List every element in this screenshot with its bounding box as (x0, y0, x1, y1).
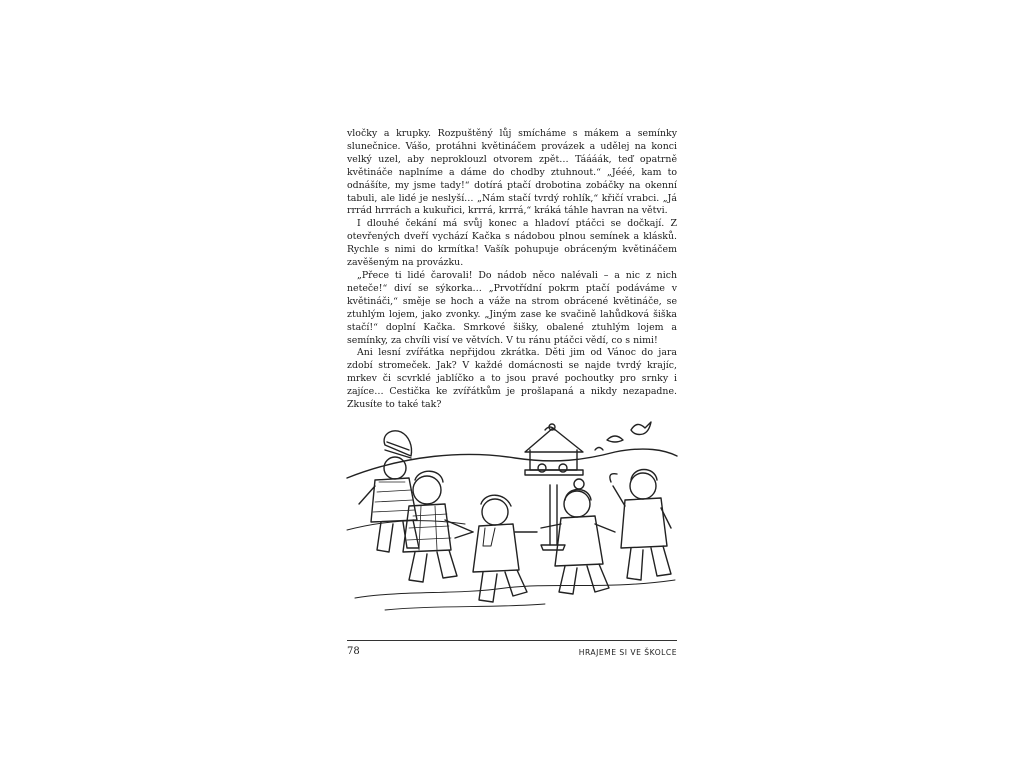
running-footer-title: HRAJEME SI VE ŠKOLCE (578, 648, 677, 657)
paragraph-4: Ani lesní zvířátka nepřijdou zkrátka. Děti jim od Vánoc do jara zdobí stromeček. Jak? V každé domácnosti se najde tvrdý krajíc, mrkev či scvrklé jablíčko a to jsou pravé pochoutky pro srnky i zajíce… Cestička ke zvířátkům je prošlapaná a nikdy nezapadne. Zkusíte to také tak? (347, 347, 677, 411)
footer-rule (347, 640, 677, 641)
children-bird-feeder-illustration (345, 420, 679, 615)
paragraph-1: vločky a krupky. Rozpuštěný lůj smícháme s mákem a semínky slunečnice. Vášo, protáhni květináčem provázek a udělej na konci velký uzel, aby neproklouzl otvorem zpět… Táááák, teď opatrně květináče naplníme a dáme do chodby ztuhnout.“ „Jééé, kam to odnášíte, my jsme tady!“ dotírá ptačí drobotina zobáčky na okenní tabuli, ale lidé je neslyší… „Nám stačí tvrdý rohlík,“ křičí vrabci. „Já rrrád hrrrách a kukuřici, krrrá, krrrá,“ kráká táhle havran na větvi. (347, 128, 677, 217)
paragraph-2: I dlouhé čekání má svůj konec a hladoví ptáčci se dočkají. Z otevřených dveří vychází Kačka s nádobou plnou semínek a klásků. Rychle s nimi do krmítka! Vašík pohupuje obráceným květináčem zavěšeným na provázku. (347, 218, 677, 269)
paragraph-3: „Přece ti lidé čarovali! Do nádob něco nalévali – a nic z nich neteče!“ diví se sýkorka… „Prvotřídní pokrm ptačí podáváme v květináči,“ směje se hoch a váže na strom obrácené květináče, se ztuhlým lojem, jako zvonky. „Jiným zase ke svačině lahůdková šiška stačí!“ doplní Kačka. Smrkové šišky, obalené ztuhlým lojem a semínky, za chvíli visí ve větvích. V tu ránu ptáčci vědí, co s nimi! (347, 269, 677, 346)
body-text (347, 128, 677, 412)
page-number: 78 (347, 646, 360, 657)
